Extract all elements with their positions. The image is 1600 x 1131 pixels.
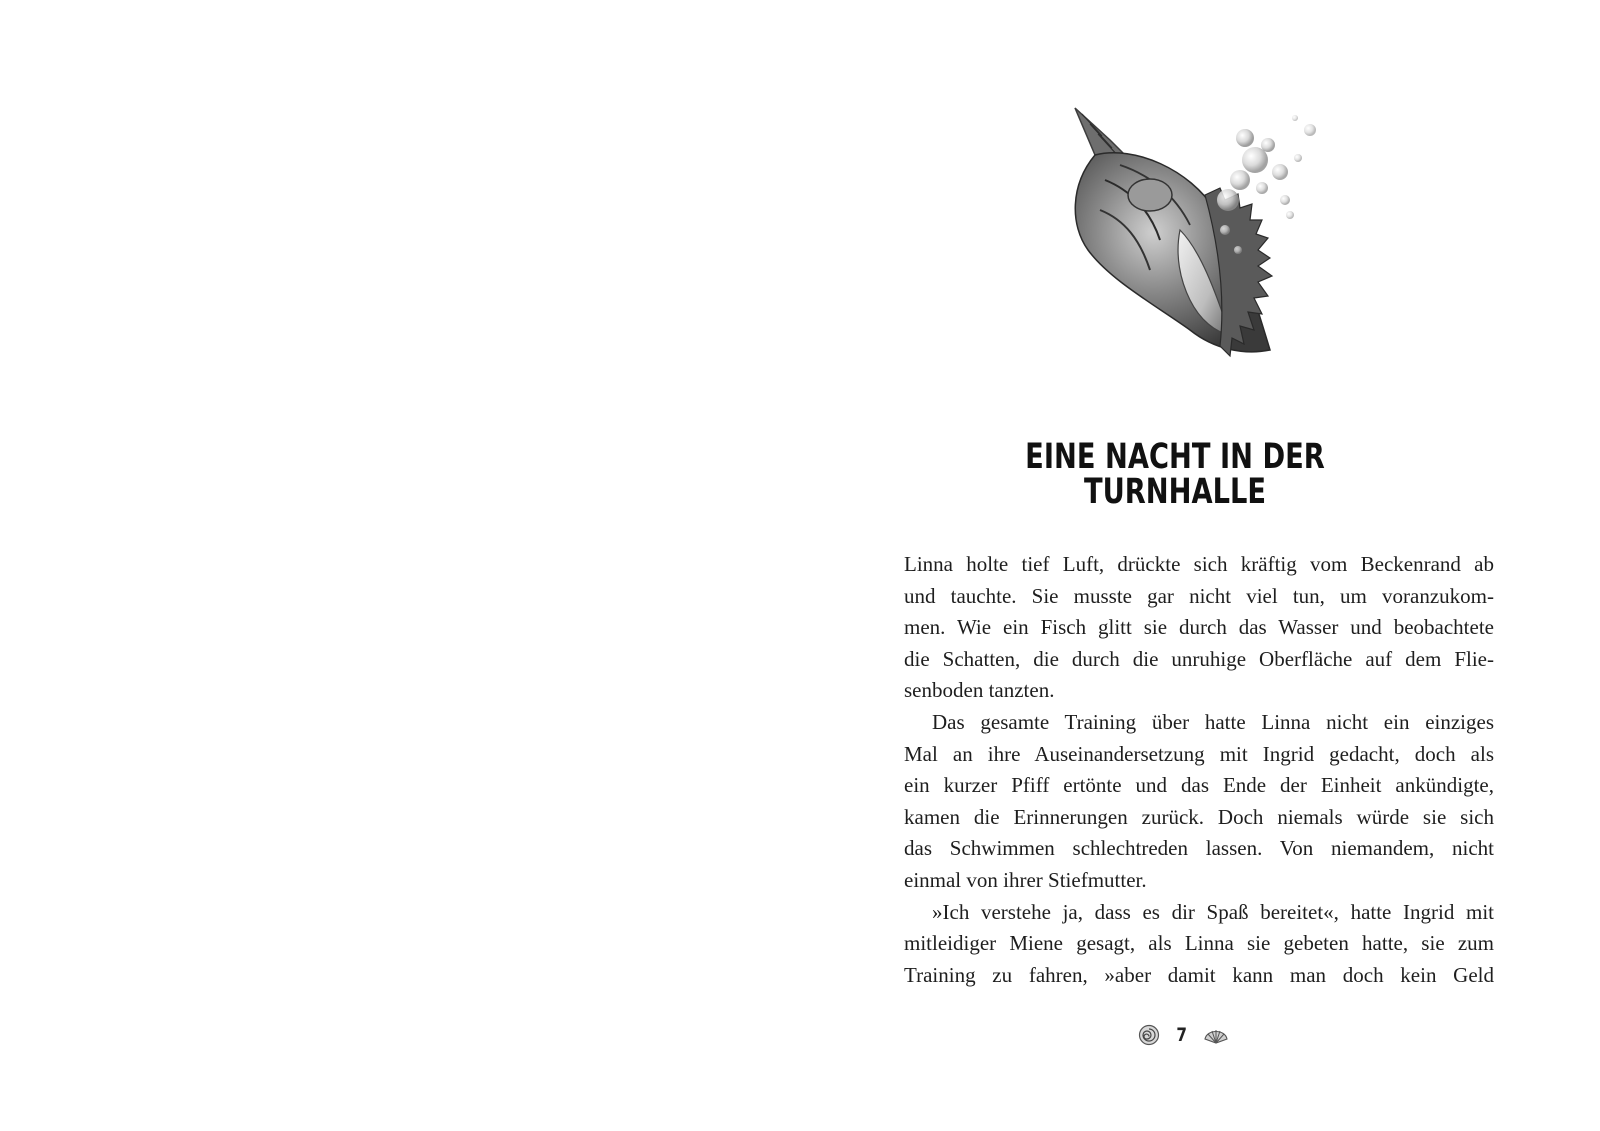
text-line: senboden tanzten. (904, 678, 1055, 703)
scallop-shell-icon (1203, 1025, 1229, 1045)
page-footer (1118, 1020, 1248, 1050)
conch-shell-with-bubbles-icon (1040, 100, 1370, 390)
text-line: und tauchte. Sie musste gar nicht viel tun, um voranzukom- (904, 583, 1494, 608)
text-line: mitleidiger Miene gesagt, als Linna sie gebeten hatte, sie zum (904, 931, 1494, 956)
spiral-shell-icon (1137, 1024, 1161, 1046)
text-line: Mal an ihre Auseinandersetzung mit Ingrid gedacht, doch als (904, 741, 1494, 766)
text-line: einmal von ihrer Stiefmutter. (904, 867, 1147, 892)
text-line: ein kurzer Pfiff ertönte und das Ende der Einheit ankündigte, (904, 773, 1494, 798)
text-line: men. Wie ein Fisch glitt sie durch das Wasser und beobachtete (904, 615, 1494, 640)
text-line: die Schatten, die durch die unruhige Oberfläche auf dem Flie- (904, 646, 1494, 671)
text-line: Linna holte tief Luft, drückte sich kräftig vom Beckenrand ab (904, 552, 1494, 576)
text-line: Training zu fahren, »aber damit kann man doch kein Geld (904, 962, 1494, 987)
chapter-title: EINE NACHT IN DER TURNHALLE (1025, 437, 1325, 512)
text-line: das Schwimmen schlechtreden lassen. Von niemandem, nicht (904, 836, 1494, 861)
page-number: 7 (1176, 1024, 1188, 1046)
text-line: »Ich verstehe ja, dass es dir Spaß bereitet«, hatte Ingrid mit (932, 899, 1494, 924)
chapter-body-text (904, 549, 1494, 991)
text-line: Das gesamte Training über hatte Linna nicht ein einziges (932, 709, 1494, 734)
right-page (800, 0, 1600, 1131)
text-line: kamen die Erinnerungen zurück. Doch niemals würde sie sich (904, 804, 1494, 829)
